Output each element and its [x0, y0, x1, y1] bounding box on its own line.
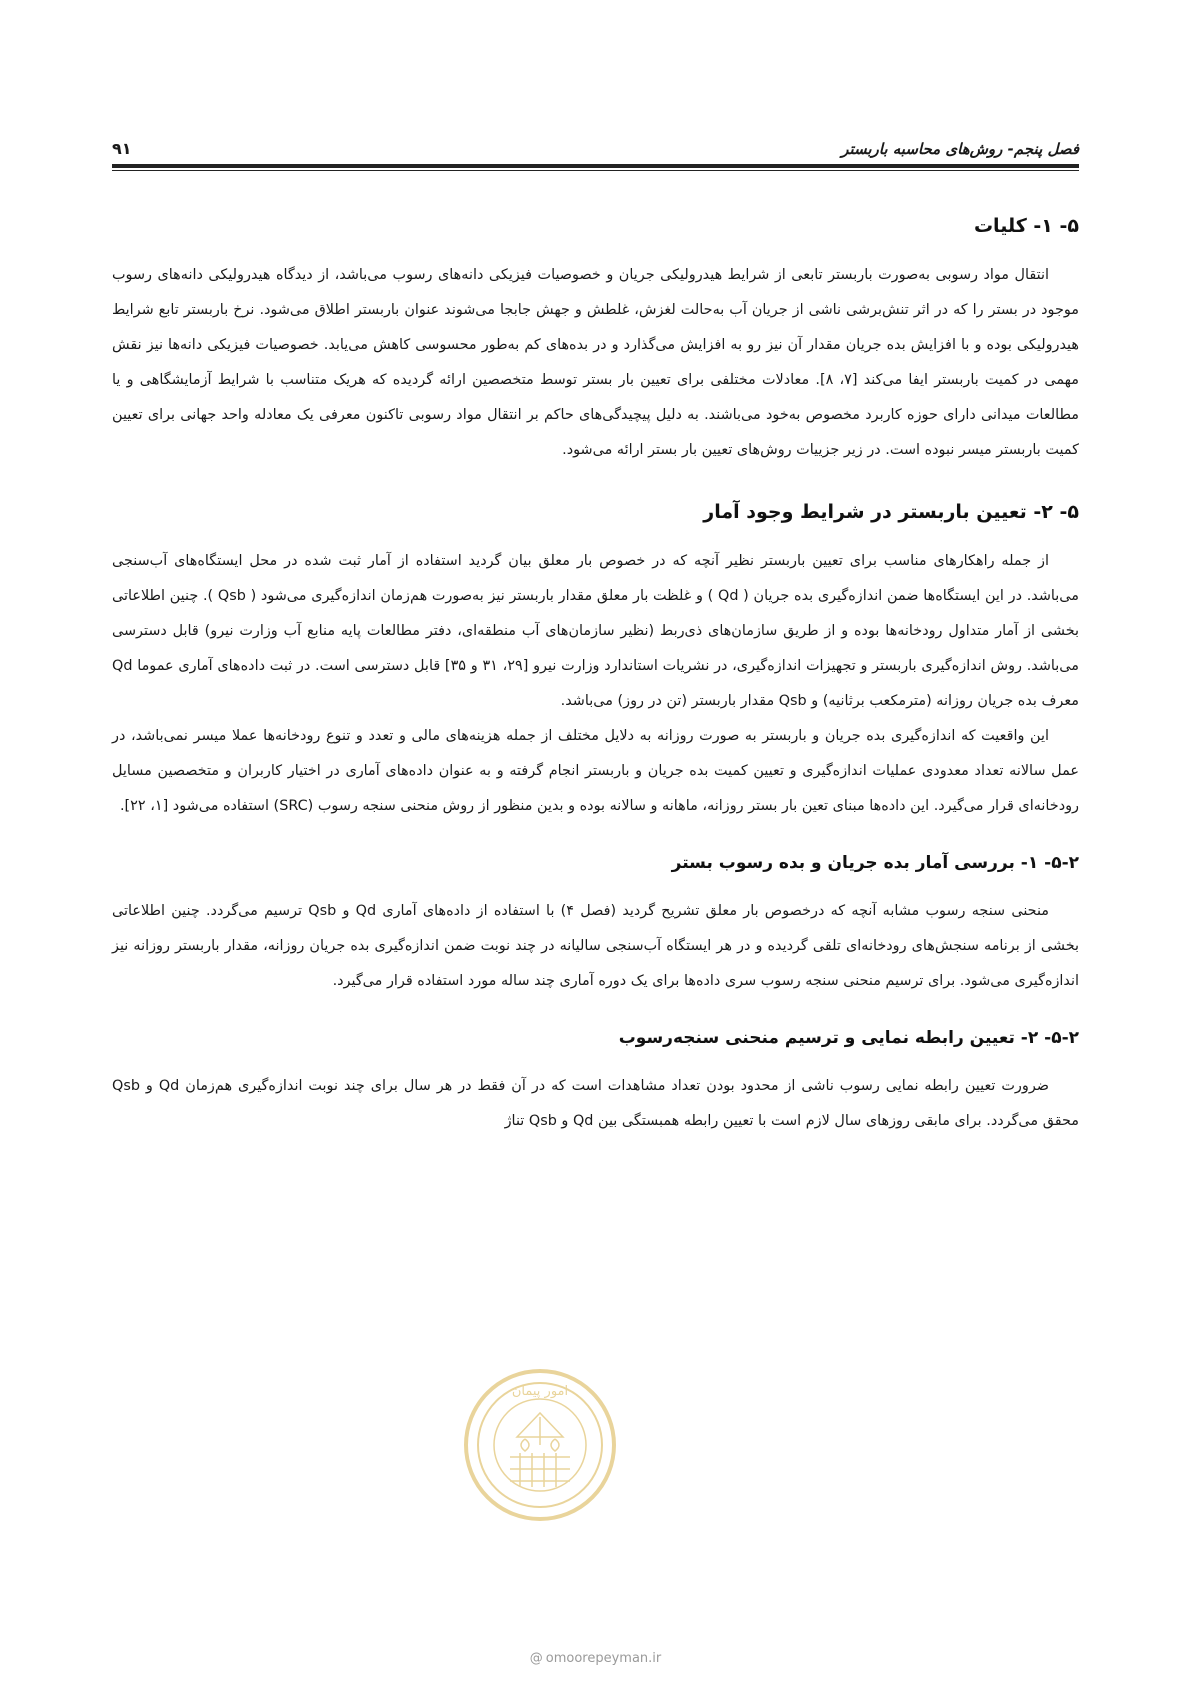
header-rule: [112, 164, 1079, 171]
paragraph: ضرورت تعیین رابطه نمایی رسوب ناشی از محدود بودن تعداد مشاهدات است که در آن فقط در هر سال برای چند نوبت اندازه‌گیری هم‌زمان Qd و Qsb محقق می‌گردد. برای مابقی روزهای سال لازم است با تعیین رابطه همبستگی بین Qd و Qsb تناژ: [112, 1078, 1079, 1129]
paragraph: منحنی سنجه رسوب مشابه آنچه که درخصوص بار معلق تشریح گردید (فصل ۴) با استفاده از داده‌های آماری Qd و Qsb ترسیم می‌گردد. چنین اطلاعاتی بخشی از برنامه سنجش‌های رودخانه‌ای تلقی گردیده و در هر ایستگاه آب‌سنجی سالیانه در چند نوبت ضمن اندازه‌گیری بده جریان روزانه، مقدار باربستر روزانه نیز اندازه‌گیری می‌شود. برای ترسیم منحنی سنجه رسوب سری داده‌ها برای یک دوره آماری چند ساله مورد استفاده قرار می‌گیرد.: [112, 903, 1079, 989]
chapter-title: فصل پنجم- روش‌های محاسبه باربستر: [841, 140, 1079, 158]
paragraph: انتقال مواد رسوبی به‌صورت باربستر تابعی از شرایط هیدرولیکی جریان و خصوصیات فیزیکی دانه‌های رسوب می‌باشد، از دیدگاه هیدرولیکی دانه‌های رسوب موجود در بستر را که در اثر تنش‌برشی ناشی از جریان آب به‌حالت لغزش، غلطش و جهش جابجا می‌شوند عنوان باربستر اطلاق می‌شود. نرخ باربستر تابع شرایط هیدرولیکی بوده و با افزایش بده جریان مقدار آن نیز رو به افزایش می‌گذارد و در بده‌های کم به‌طور محسوسی کاهش می‌یابد. خصوصیات فیزیکی دانه‌ها نیز نقش مهمی در کمیت باربستر ایفا می‌کند [۷، ۸]. معادلات مختلفی برای تعیین بار بستر توسط متخصصین ارائه گردیده که هریک متناسب با شرایط آزمایشگاهی و یا مطالعات میدانی دارای حوزه کاربرد مخصوص به‌خود می‌باشند. به دلیل پیچیدگی‌های حاکم بر انتقال مواد رسوبی تاکنون معرفی یک معادله واحد جهانی برای تعیین کمیت باربستر میسر نبوده است. در زیر جزییات روش‌های تعیین بار بستر ارائه می‌شود.: [112, 267, 1079, 458]
running-header: [112, 128, 1079, 158]
at-icon: @: [529, 1651, 543, 1666]
paragraph: از جمله راهکارهای مناسب برای تعیین باربستر نظیر آنچه که در خصوص بار معلق بیان گردید استفاده از آمار ثبت شده در محل ایستگاه‌های آب‌سنجی می‌باشد. در این ایستگاه‌ها ضمن اندازه‌گیری بده جریان ( Qd ) و غلظت بار معلق مقدار باربستر نیز به‌صورت هم‌زمان اندازه‌گیری می‌شود ( Qsb ). چنین اطلاعاتی بخشی از آمار متداول رودخانه‌ها بوده و از طریق سازمان‌های ذی‌ربط (نظیر سازمان‌های آب منطقه‌ای، دفتر مطالعات پایه منابع آب وزارت نیرو) قابل دسترسی می‌باشد. روش اندازه‌گیری باربستر و تجهیزات اندازه‌گیری، در نشریات استاندارد وزارت نیرو [۲۹، ۳۱ و ۳۵] قابل دسترسی است. در ثبت داده‌های آماری عموما Qd معرف بده جریان روزانه (مترمکعب برثانیه) و Qsb مقدار باربستر (تن در روز) می‌باشد.: [112, 553, 1079, 709]
section-heading-5-2: ۵- ۲- تعیین باربستر در شرایط وجود آمار: [703, 501, 1079, 523]
subsection-heading-5-2-2: ۵-۲- ۲- تعیین رابطه نمایی و ترسیم منحنی سنجه‌رسوب: [618, 1028, 1079, 1048]
page-body: [112, 212, 1079, 1139]
paragraph: این واقعیت که اندازه‌گیری بده جریان و باربستر به صورت روزانه به دلایل مختلف از جمله هزینه‌های مالی و تعدد و تنوع رودخانه‌ها عملا میسر نمی‌باشد، در عمل سالانه تعداد معدودی عملیات اندازه‌گیری و تعیین کمیت بده جریان و باربستر انجام گرفته و به عنوان داده‌های آماری در اختیار کاربران و متخصصین مسایل رودخانه‌ای قرار می‌گیرد. این داده‌ها مبنای تعین بار بستر روزانه، ماهانه و سالانه بوده و بدین منظور از روش منحنی سنجه رسوب (SRC) استفاده می‌شود [۱، ۲۲].: [112, 728, 1079, 814]
subsection-heading-5-2-1: ۵-۲- ۱- بررسی آمار بده جریان و بده رسوب بستر: [671, 853, 1079, 873]
watermark-url: [0, 1651, 1191, 1666]
seal-text: امور پیمان: [511, 1384, 569, 1399]
watermark-url-text: omoorepeyman.ir: [545, 1651, 662, 1666]
page-number: ۹۱: [112, 139, 132, 158]
section-heading-5-1: ۵- ۱- کلیات: [973, 215, 1079, 237]
seal-watermark-icon: [455, 1365, 625, 1525]
